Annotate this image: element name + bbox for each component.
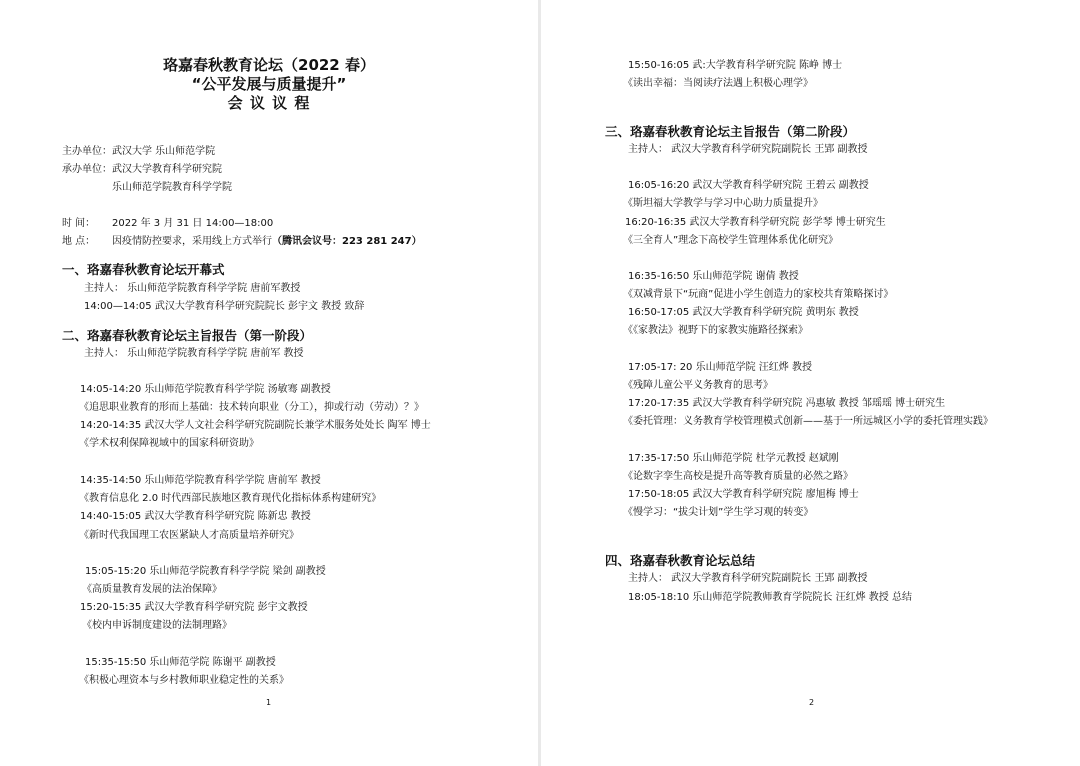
report-topic: 《追思职业教育的形而上基础：技术转向职业（分工），抑或行动（劳动）？》 xyxy=(79,402,424,413)
report-topic: 《三全育人”理念下高校学生管理体系优化研究》 xyxy=(623,235,839,246)
report-topic: 《新时代我国理工农医紧缺人才高质量培养研究》 xyxy=(79,530,299,541)
report-topic: 《委托管理：义务教育学校管理模式创新——基于一所远城区小学的委托管理实践》 xyxy=(623,416,993,427)
agenda-heading: 会 议 议 程 xyxy=(227,94,311,112)
report-time: 14:05-14:20 乐山师范学院教育科学学院 汤敏骞 副教授 xyxy=(80,384,331,395)
coorganizer-value-2: 乐山师范学院教育科学学院 xyxy=(112,182,232,193)
report-topic: 《校内申诉制度建设的法制理路》 xyxy=(82,620,232,631)
report-time: 16:20-16:35 武汉大学教育科学研究院 彭学琴 博士研究生 xyxy=(625,217,886,228)
report-time: 15:50-16:05 武:大学教育科学研究院 陈峥 博士 xyxy=(628,60,843,71)
section-4-title: 四、珞嘉春秋教育论坛总结 xyxy=(605,553,756,568)
organizer-value: 武汉大学 乐山师范学院 xyxy=(112,146,216,157)
report-topic: 《慢学习：“拔尖计划”学生学习观的转变》 xyxy=(623,507,814,518)
report-topic: 《斯坦福大学教学与学习中心助力质量提升》 xyxy=(623,198,823,209)
place-value: 因疫情防控要求，采用线上方式举行（腾讯会议号：223 281 247） xyxy=(112,236,422,247)
coorganizer-value-1: 武汉大学教育科学研究院 xyxy=(112,164,222,175)
section-4-item: 18:05-18:10 乐山师范学院教师教育学院院长 汪红烨 教授 总结 xyxy=(628,592,912,603)
report-time: 15:05-15:20 乐山师范学院教育科学学院 梁剑 副教授 xyxy=(85,566,326,577)
report-topic: 《《家教法》视野下的家教实施路径探索》 xyxy=(623,325,808,336)
report-time: 15:20-15:35 武汉大学教育科学研究院 彭宇文教授 xyxy=(80,602,308,613)
report-topic: 《教育信息化 2.0 时代西部民族地区教育现代化指标体系构建研究》 xyxy=(79,493,382,504)
section-2-title: 二、珞嘉春秋教育论坛主旨报告（第一阶段） xyxy=(62,328,313,343)
forum-theme: “公平发展与质量提升” xyxy=(191,75,347,93)
document-page-1 xyxy=(0,0,538,766)
page-number: 1 xyxy=(266,698,272,707)
section-2-host: 主持人： 乐山师范学院教育科学学院 唐前军 教授 xyxy=(84,348,304,359)
section-1-host: 主持人： 乐山师范学院教育科学学院 唐前军教授 xyxy=(84,283,301,294)
report-time: 14:35-14:50 乐山师范学院教育科学学院 唐前军 教授 xyxy=(80,475,321,486)
page-number: 2 xyxy=(809,698,815,707)
organizer-label: 主办单位： xyxy=(62,146,112,157)
report-time: 16:35-16:50 乐山师范学院 谢倩 教授 xyxy=(628,271,799,282)
report-topic: 《双减背景下“玩商”促进小学生创造力的家校共育策略探讨》 xyxy=(623,289,894,300)
report-time: 17:20-17:35 武汉大学教育科学研究院 冯惠敏 教授 邹瑶瑶 博士研究生 xyxy=(628,398,946,409)
document-page-2 xyxy=(541,0,1080,766)
time-label: 时 间： xyxy=(62,218,96,229)
meeting-id: （腾讯会议号：223 281 247） xyxy=(272,236,422,247)
section-1-item: 14:00—14:05 武汉大学教育科学研究院院长 彭宇文 教授 致辞 xyxy=(84,301,365,312)
report-time: 14:40-15:05 武汉大学教育科学研究院 陈新忠 教授 xyxy=(80,511,311,522)
report-time: 16:05-16:20 武汉大学教育科学研究院 王碧云 副教授 xyxy=(628,180,869,191)
report-time: 17:50-18:05 武汉大学教育科学研究院 廖旭梅 博士 xyxy=(628,489,859,500)
report-topic: 《读出幸福：当阅读疗法遇上积极心理学》 xyxy=(623,78,813,89)
report-topic: 《论数字孪生高校是提升高等教育质量的必然之路》 xyxy=(623,471,853,482)
report-time: 16:50-17:05 武汉大学教育科学研究院 黄明东 教授 xyxy=(628,307,859,318)
place-label: 地 点： xyxy=(62,236,96,247)
report-time: 17:35-17:50 乐山师范学院 杜学元教授 赵斌刚 xyxy=(628,453,839,464)
section-3-host: 主持人： 武汉大学教育科学研究院副院长 王郢 副教授 xyxy=(628,144,868,155)
report-time: 15:35-15:50 乐山师范学院 陈谢平 副教授 xyxy=(85,657,276,668)
report-topic: 《学术权利保障视域中的国家科研资助》 xyxy=(79,438,259,449)
report-time: 14:20-14:35 武汉大学人文社会科学研究院副院长兼学术服务处处长 陶军 博士 xyxy=(80,420,431,431)
report-time: 17:05-17: 20 乐山师范学院 汪红烨 教授 xyxy=(628,362,812,373)
report-topic: 《残障儿童公平义务教育的思考》 xyxy=(623,380,773,391)
report-topic: 《积极心理资本与乡村教师职业稳定性的关系》 xyxy=(79,675,289,686)
coorganizer-label: 承办单位： xyxy=(62,164,112,175)
forum-title: 珞嘉春秋教育论坛（2022 春） xyxy=(163,56,375,74)
report-topic: 《高质量教育发展的法治保障》 xyxy=(82,584,222,595)
section-4-host: 主持人： 武汉大学教育科学研究院副院长 王郢 副教授 xyxy=(628,573,868,584)
section-3-title: 三、珞嘉春秋教育论坛主旨报告（第二阶段） xyxy=(605,124,856,139)
time-value: 2022 年 3 月 31 日 14:00—18:00 xyxy=(112,218,274,229)
section-1-title: 一、珞嘉春秋教育论坛开幕式 xyxy=(62,262,225,277)
